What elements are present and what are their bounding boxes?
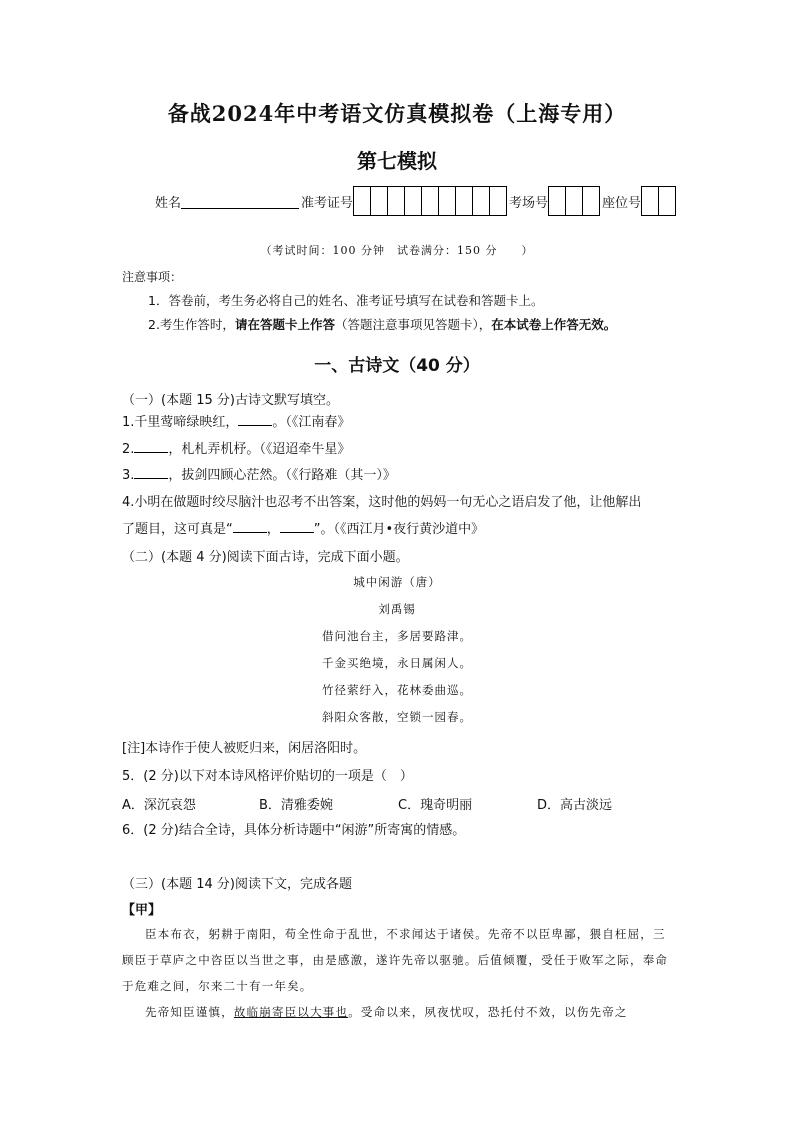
passage-paragraph-2: 先帝知臣谨慎，故临崩寄臣以大事也。受命以来，夙夜忧叹，恐托付不效，以伤先帝之 — [145, 1005, 628, 1019]
option-d[interactable]: D．高古淡远 — [537, 798, 613, 813]
passage-jia — [122, 921, 678, 1025]
seat-label: 座位号 — [602, 195, 642, 211]
seat-boxes[interactable] — [641, 186, 676, 216]
poem-line: 借问池台主，多居要路津。 — [322, 629, 472, 643]
room-label: 考场号 — [509, 195, 549, 211]
candidate-info-row — [155, 186, 678, 216]
question-4-line-1: 4.小明在做题时绞尽脑汁也忍考不出答案，这时他的妈妈一句无心之语启发了他，让他解出 — [122, 495, 642, 510]
exam-title: 备战2024年中考语文仿真模拟卷（上海专用） — [167, 101, 627, 126]
answer-blank[interactable] — [233, 520, 267, 533]
poem-note: [注]本诗作于使人被贬归来，闲居洛阳时。 — [122, 741, 367, 756]
poem-author: 刘禹锡 — [378, 602, 416, 616]
room-boxes[interactable] — [548, 186, 600, 216]
part2-intro: （二）(本题 4 分)阅读下面古诗，完成下面小题。 — [122, 550, 409, 565]
option-a[interactable]: A．深沉哀怨 — [122, 798, 196, 813]
question-4-line-2: 了题目，这可真是“ ， ”。（《西江月•夜行黄沙道中》 — [122, 522, 485, 537]
notice-heading: 注意事项： — [122, 270, 183, 284]
question-5: 5．(2 分)以下对本诗风格评价贴切的一项是（ ） — [122, 769, 413, 784]
exam-id-label: 准考证号 — [301, 195, 354, 211]
answer-blank[interactable] — [134, 466, 168, 479]
exam-subtitle: 第七模拟 — [357, 149, 437, 173]
answer-blank[interactable] — [280, 520, 314, 533]
question-1: 1.千里莺啼绿映红， 。（《江南春》 — [122, 415, 351, 430]
exam-time-info: （考试时间：100 分钟 试卷满分：150 分 ） — [260, 244, 534, 257]
notice-item-2: 2.考生作答时，请在答题卡上作答（答题注意事项见答题卡），在本试卷上作答无效。 — [148, 317, 617, 332]
poem-line: 竹径萦纡入，花林委曲巡。 — [322, 683, 472, 697]
question-6: 6．(2 分)结合全诗，具体分析诗题中“闲游”所寄寓的情感。 — [122, 823, 466, 838]
passage-jia-label: 【甲】 — [122, 903, 162, 918]
part1-intro: （一）(本题 15 分)古诗文默写填空。 — [122, 393, 339, 408]
answer-blank[interactable] — [134, 440, 168, 453]
section-heading: 一、古诗文（40 分） — [314, 356, 480, 376]
answer-blank[interactable] — [238, 413, 272, 426]
question-3: 3. ，拔剑四顾心茫然。（《行路难（其一）》 — [122, 468, 396, 483]
name-field[interactable] — [181, 194, 299, 209]
exam-id-boxes[interactable] — [353, 186, 507, 216]
passage-paragraph-1: 臣本布衣，躬耕于南阳，苟全性命于乱世，不求闻达于诸侯。先帝不以臣卑鄙，猥自枉屈，三顾臣于草庐之中咨臣以当世之事，由是感激，遂许先帝以驱驰。后值倾覆，受任于败军之际，奉命于危难之间，尔来二十有一年矣。 — [122, 927, 669, 993]
poem-title: 城中闲游（唐） — [353, 575, 441, 589]
poem-line: 千金买绝境，永日属闲人。 — [322, 656, 472, 670]
poem-line: 斜阳众客散，空锁一园春。 — [322, 710, 472, 724]
notice-item-1: 1．答卷前，考生务必将自己的姓名、准考证号填写在试卷和答题卡上。 — [148, 293, 544, 308]
part3-intro: （三）(本题 14 分)阅读下文，完成各题 — [122, 877, 352, 892]
option-b[interactable]: B．清雅委婉 — [259, 798, 333, 813]
question-2: 2. ，札札弄机杼。（《迢迢牵牛星》 — [122, 442, 351, 457]
option-c[interactable]: C．瑰奇明丽 — [398, 798, 473, 813]
name-label: 姓名 — [155, 195, 182, 211]
